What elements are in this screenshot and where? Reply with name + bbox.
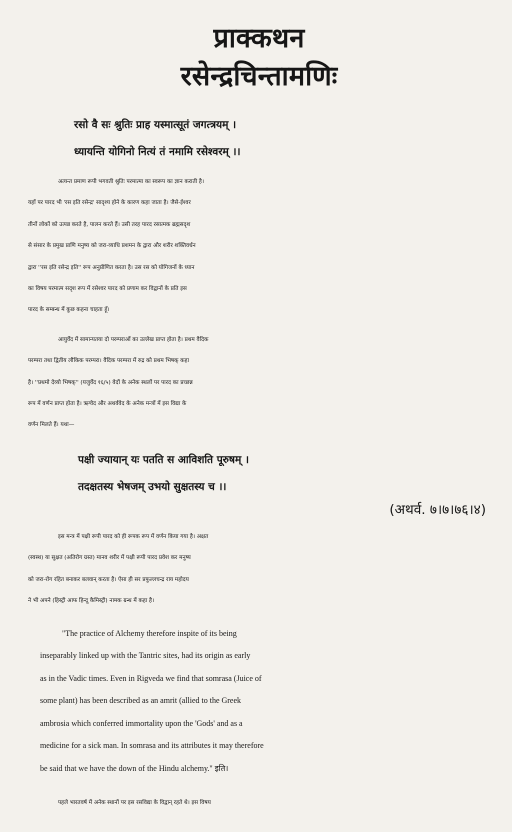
paragraph-closing — [28, 793, 490, 814]
text-line: से संसार के प्रमुख प्राणि मनुष्य को जरा-व्याधि प्रशमन के द्वारा और शरीर शक्तिवर्धन — [28, 243, 196, 250]
text-line: परम्परा तथा द्वितीय लौकिक परम्परा। वैदिक परम्परा में रुद्र को प्रथम भिषक् कहा — [28, 358, 189, 365]
quote-line: ambrosia which conferred immortality upon the 'Gods' and as a — [40, 718, 243, 728]
quote-line: "The practice of Alchemy therefore inspite of its being — [62, 628, 237, 638]
text-line: वर्णन मिलते हैं। यथा— — [28, 422, 75, 429]
english-quote — [28, 623, 490, 781]
verse-citation: (अथर्व. ७।७।७६।४) — [389, 501, 486, 518]
atharva-verse — [28, 447, 490, 501]
verse-line: ध्यायन्ति योगिनो नित्यं तं नमामि रसेश्वरम् ।। — [74, 146, 241, 158]
opening-verse — [28, 112, 490, 166]
page-title: प्राक्कथन — [213, 23, 305, 54]
text-line: द्वारा ''रस इति रसेन्द्र इति'' रूप अनुप्रीणित करता है। उस रस को योगिजनों के ध्यान — [28, 264, 195, 271]
quote-line: be said that we have the down of the Hindu alchemy." इति। — [40, 764, 229, 774]
text-line: यहाँ पर पारद भी 'रस इति रसेन्द्र' सादृश्य होने के कारण कहा जाता है। जैसे-ईश्वर — [28, 200, 191, 207]
quote-line: some plant) has been described as an amrit (allied to the Greek — [40, 696, 242, 706]
text-line: आयुर्वेद में सामान्यतया दो परम्पराओं का उल्लेख प्राप्त होता है। प्रथम वैदिक — [58, 336, 209, 343]
quote-line: inseparably linked up with the Tantric sites, had its origin as early — [40, 651, 251, 661]
text-line: रूप में वर्णन प्राप्त होता है। ऋग्वेद और अथर्ववेद के अनेक मन्त्रों में इस विद्या के — [28, 401, 187, 408]
text-line: तीनों लोकों को उत्पन्न करते है, पालन करते हैं। उसी तरह पारद रसात्मक ब्रह्मसदृश — [28, 221, 191, 228]
text-line: को जरा-रोग रहित बनाकर बलवान् करता है। ऐसा ही सर प्रफुल्लचन्द्र राय महोदय — [28, 576, 189, 583]
paragraph-explanation — [28, 527, 490, 613]
paragraph-traditions — [28, 330, 490, 437]
verse-line: रसो वै सः श्रुतिः प्राह यस्मात्सूतं जगत्त्रयम् । — [74, 119, 237, 131]
quote-line: as in the Vadic times. Even in Rigveda we find that somrasa (Juice of — [40, 673, 262, 683]
verse-line: पक्षी ज्यायान् यः पतति स आविशति पूरुषम् । — [78, 453, 249, 466]
text-line: ने भी अपने (हिस्ट्री आफ हिन्दू कैमिस्ट्री) नामक ग्रन्थ में कहा है। — [28, 598, 155, 605]
verse-line: तदक्षतस्य भेषजम् उभयो सुक्षतस्य च ।। — [78, 480, 227, 493]
text-line: (स्वस्थ) या सुक्षत (अतिरोग ग्रस्त) मानव शरीर में पक्षी रूपी पारद प्रवेश कर मनुष्य — [28, 555, 191, 562]
text-line: है। ''प्रथमो देव्यो भिषक्'' (यजुर्वेद १६/५) वेदों के अनेक स्थलों पर पारद का प्रच्छन्न — [28, 379, 193, 386]
quote-line: medicine for a sick man. In somrasa and its attributes it may therefore — [40, 741, 264, 751]
paragraph-intro — [28, 172, 490, 322]
text-line: इस मन्त्र में पक्षी रूपी पारद को ही रूपक रूप में वर्णन किया गया है। अक्षत — [58, 533, 209, 540]
page-subtitle: रसेन्द्रचिन्तामणिः — [180, 61, 338, 92]
text-line: का विषय परमात्म सदृश रूप में रसेश्वर पारद को प्रणाम कर विद्वानों के प्रति इस — [28, 286, 187, 293]
text-line: अत्यन्त प्रमाण रूपी भगवती श्रुतिः परमात्मा का स्वरूप का ज्ञान कराती है। — [58, 179, 204, 185]
text-line: पारद के सम्बन्ध में कुछ कहना चाहता हूँ। — [28, 307, 110, 314]
text-line: पहले भारतवर्ष में अनेक स्थानों पर इस रसविद्या के विद्वान् रहते थे। इस विषय — [58, 799, 211, 806]
